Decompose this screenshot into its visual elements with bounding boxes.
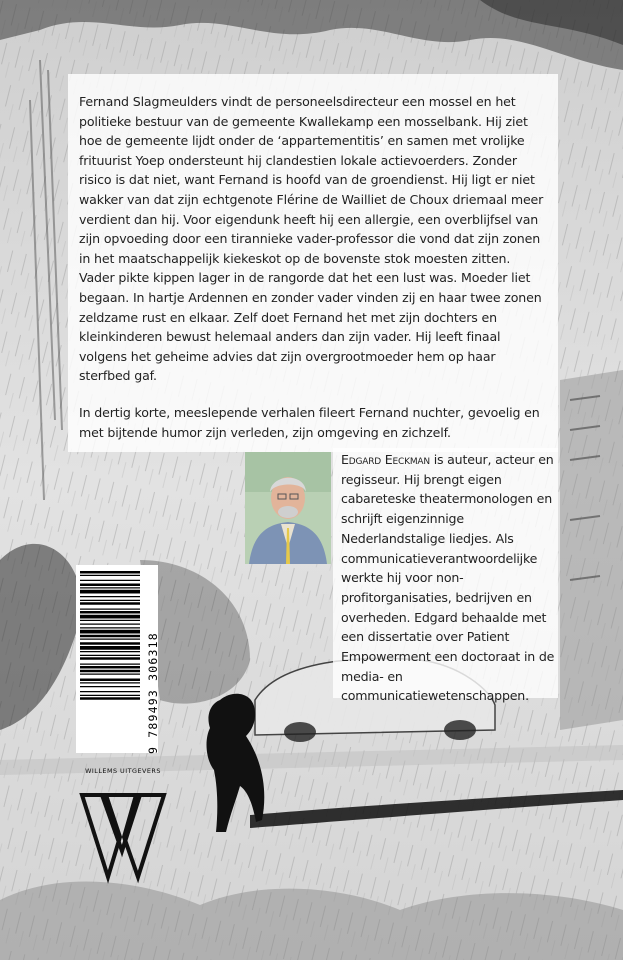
blurb-paragraph-2: In dertig korte, meeslepende verhalen fileert Fernand nuchter, gevoelig en met bijtende humor zijn verleden, zijn omgeving en zichzelf. <box>79 404 540 440</box>
author-bio-text: is auteur, acteur en regisseur. Hij brengt eigen cabareteske theatermonologen en schrijft eigenzinnige Nederlandstalige liedjes. Als communicatieverantwoordelijke werkte hij voor non-profitorganisaties, bedrijven en overheden. Edgard behaalde met een dissertatie over Patient Empowerment een doctoraat in de media- en communicatiewetenschappen. <box>341 452 555 704</box>
publisher-logo <box>78 767 168 887</box>
author-bio <box>341 450 556 706</box>
publisher-w-logo-icon <box>78 781 168 891</box>
publisher-name: WILLEMS UITGEVERS <box>85 767 161 775</box>
isbn-digits: 9 789493 306318 <box>146 632 160 754</box>
blurb-paragraph-1: Fernand Slagmeulders vindt de personeelsdirecteur een mossel en het politieke bestuur van de gemeente Kwallekamp een mosselbank. Hij ziet hoe de gemeente lijdt onder de ‘appartementitis’ en samen met vrolijke frituurist Yoep ondersteunt hij clandestien lokale actievoerders. Zonder risico is dat niet, want Fernand is hoofd van de groendienst. Hij ligt er niet wakker van dat zijn echtgenote Flérine de Wailliet de Choux driemaal meer verdient dan hij. Voor eigendunk heeft hij een allergie, een overblijfsel van zijn opvoeding door een tirannieke vader-professor die vond dat zijn zonen in het maatschappelijk kiekeskot op de bovenste stok moesten zitten. Vader pikte kippen lager in de rangorde dat het een lust was. Moeder liet begaan. In hartje Ardennen en zonder vader vinden zij en haar twee zonen zeldzame rust en elkaar. Zelf doet Fernand het met zijn dochters en kleinkinderen bewust helemaal anders dan zijn vader. Hij leeft finaal volgens het geheime advies dat zijn overgrootmoeder hem op haar sterfbed gaf. <box>79 94 544 384</box>
blurb-text <box>79 92 549 459</box>
author-portrait-icon <box>245 452 331 564</box>
author-name: Edgard Eeckman <box>341 452 430 467</box>
author-photo <box>245 452 331 564</box>
